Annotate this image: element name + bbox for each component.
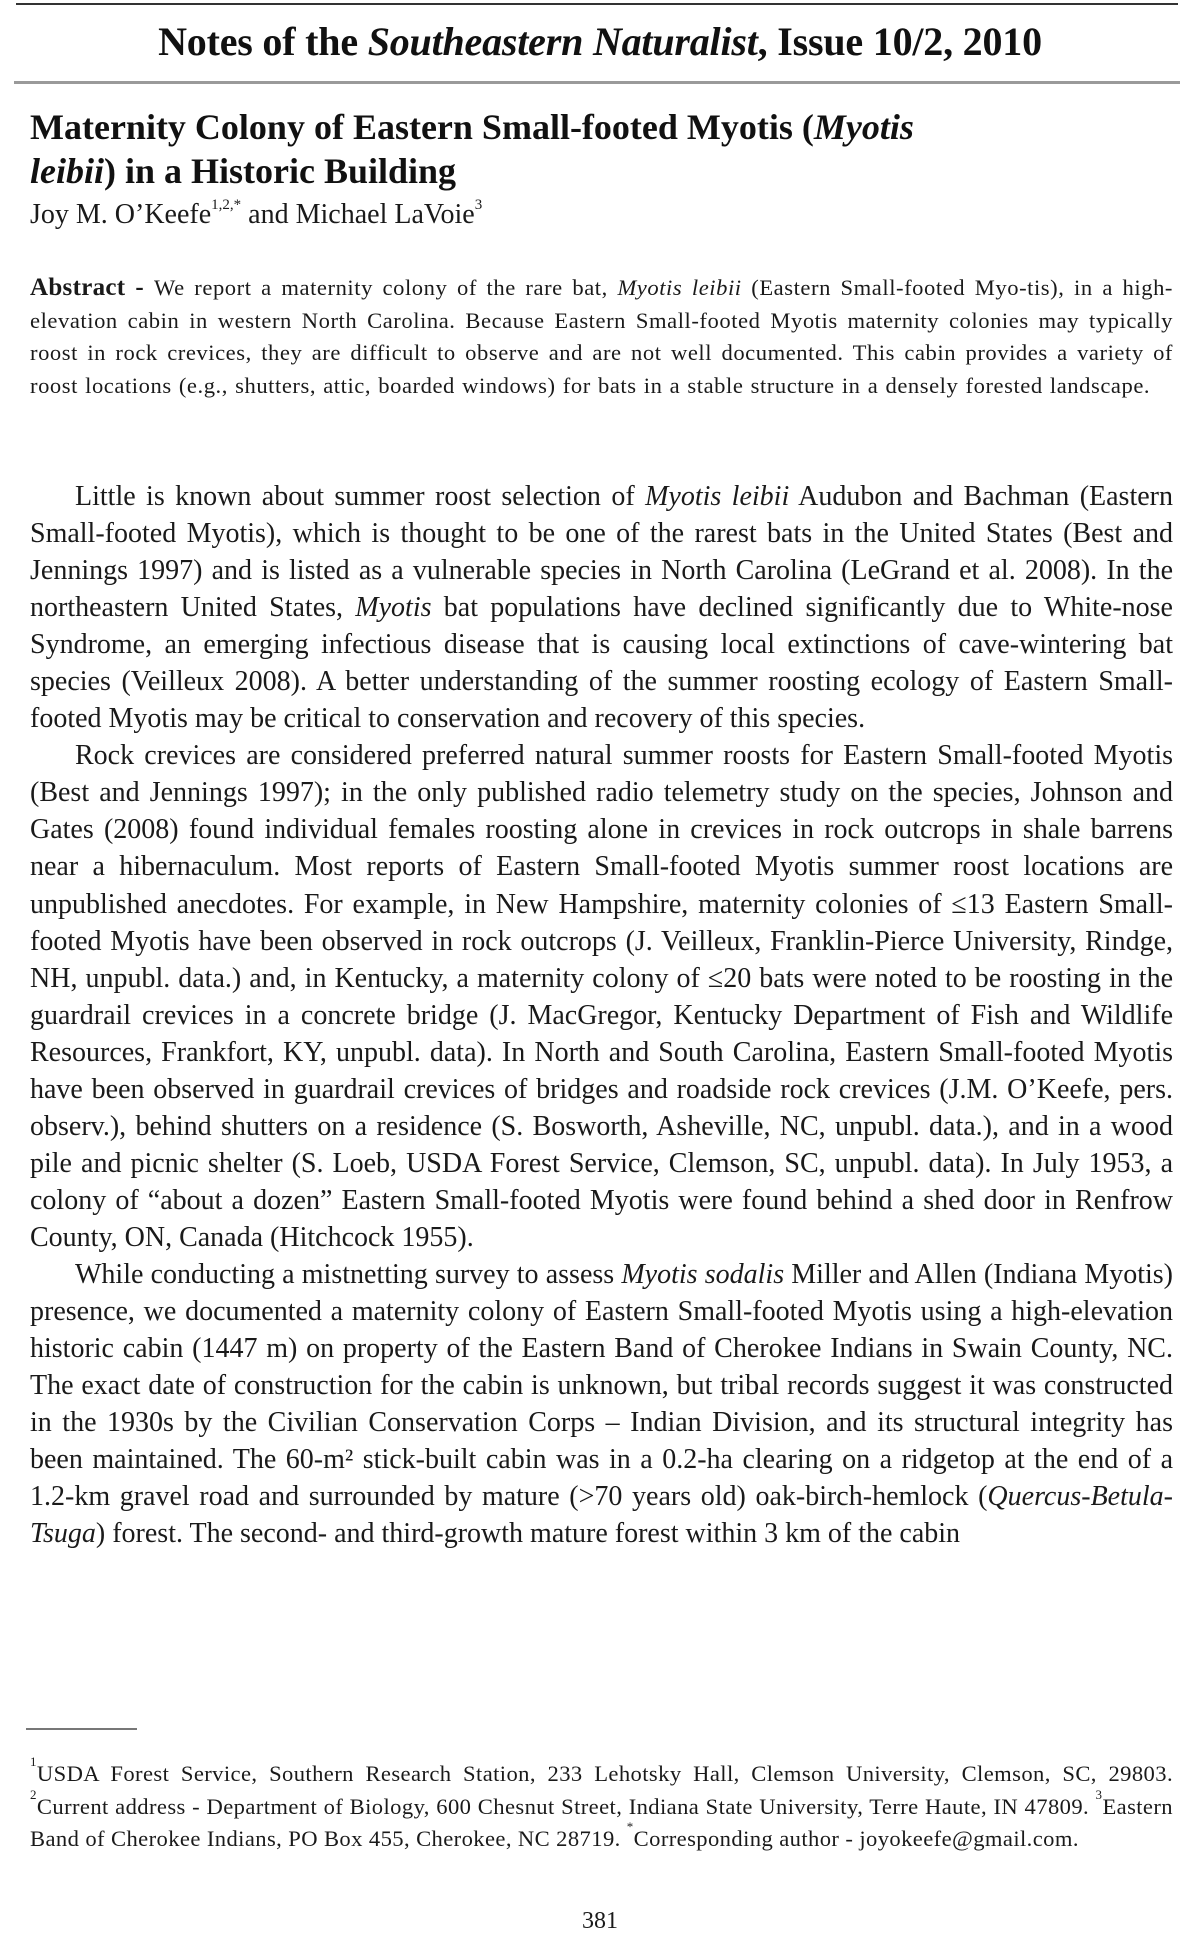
species-name: Myotis sodalis (621, 1258, 785, 1290)
title-text-2: ) in a Historic Building (104, 151, 457, 191)
paragraph-text: bat populations have declined significantly due to White-nose Syndrome, an emerging infectious disease that is causing local extinctions of cave-wintering bat species (Veilleux 2008). A better understanding of the summer roosting ecology of Eastern Small-footed Myotis may be critical to conservation and recovery of this species. (30, 592, 1173, 735)
paragraph-text: Audubon and Bachman (Eastern Small-footed Myotis), which is thought to be one of the rarest bats in the United States (Best and Jennings 1997) and is listed as a vulnerable species in North Carolina (LeGrand et al. 2008). In the northeastern United States, (30, 481, 1173, 624)
footnote-rule (26, 1728, 137, 1730)
top-rule (16, 3, 1178, 5)
body-paragraph (30, 1256, 1173, 1552)
paragraph-text: Rock crevices are considered preferred natural summer roosts for Eastern Small-footed Myotis (Best and Jennings 1997); in the only published radio telemetry study on the species, Johnson and Gates (2008) found individual females roosting alone in crevices in rock outcrops in shale barrens near a hibernaculum. Most reports of Eastern Small-footed Myotis summer roost locations are unpublished anecdotes. For example, in New Hampshire, maternity colonies of ≤13 Eastern Small-footed Myotis have been observed in rock outcrops (J. Veilleux, Franklin-Pierce University, Rindge, NH, unpubl. data.) and, in Kentucky, a maternity colony of ≤20 bats were noted to be roosting in the guardrail crevices in a concrete bridge (J. MacGregor, Kentucky Department of Fish and Wildlife Resources, Frankfort, KY, unpubl. data). In North and South Carolina, Eastern Small-footed Myotis have been observed in guardrail crevices of bridges and roadside rock crevices (J.M. O’Keefe, pers. observ.), behind shutters on a residence (S. Bosworth, Asheville, NC, unpubl. data.), and in a wood pile and picnic shelter (S. Loeb, USDA Forest Service, Clemson, SC, unpubl. data). In July 1953, a colony of “about a dozen” Eastern Small-footed Myotis were found behind a shed door in Renfrow County, ON, Canada (Hitchcock 1955). (30, 740, 1173, 1253)
species-name: Myotis leibii (645, 481, 790, 512)
footnote-text: Corresponding author - joyokeefe@gmail.com. (633, 1826, 1079, 1852)
paragraph-text: ) forest. The second- and third-growth mature forest within 3 km of the cabin (95, 1518, 961, 1550)
body-paragraph (30, 478, 1173, 737)
footnote-text: Eastern Band of Cherokee Indians, PO Box 455, Cherokee, NC 28719. (30, 1793, 1173, 1852)
paragraph-text: While conducting a mistnetting survey to assess (75, 1258, 622, 1290)
header-rule (14, 81, 1180, 84)
forest-genera: Quercus-Betula-Tsuga (30, 1481, 1173, 1550)
abstract-text: We report a maternity colony of the rare bat, (154, 275, 618, 300)
journal-header (0, 16, 1200, 68)
paragraph-text: Miller and Allen (Indiana Myotis) presence, we documented a maternity colony of Eastern Small-footed Myotis using a high-elevation historic cabin (1447 m) on property of the Eastern Band of Cherokee Indians in Swain County, NC. The exact date of construction for the cabin is unknown, but tribal records suggest it was constructed in the 1930s by the Civilian Conservation Corps – Indian Division, and its structural integrity has been maintained. The 60-m² stick-built cabin was in a 0.2-ha clearing on a ridgetop at the end of a 1.2-km gravel road and surrounded by mature (>70 years old) oak-birch-hemlock ( (30, 1258, 1174, 1513)
footnote-mark: 1 (30, 1754, 37, 1769)
footnote-text: USDA Forest Service, Southern Research Station, 233 Lehotsky Hall, Clemson University, Clemson, SC, 29803. (36, 1761, 1173, 1786)
author-line (30, 198, 1170, 232)
body-paragraph (30, 737, 1173, 1256)
abstract-label: Abstract - (30, 274, 155, 301)
genus-name: Myotis (355, 592, 432, 624)
journal-issue: , Issue 10/2, 2010 (757, 19, 1042, 64)
title-genus: Myotis (813, 107, 914, 147)
body-text (30, 478, 1173, 1552)
journal-name: Southeastern Naturalist (367, 19, 758, 64)
footnote-mark: * (626, 1819, 634, 1835)
article-title (30, 105, 1170, 193)
abstract (30, 272, 1173, 402)
footnote-mark: 2 (30, 1786, 37, 1802)
abstract-text: (Eastern Small-footed Myo-tis), in a high-elevation cabin in western North Carolina. Because Eastern Small-footed Myotis maternity colonies may typically roost in rock crevices, they are difficult to observe and are not well documented. This cabin provides a variety of roost locations (e.g., shutters, attic, boarded windows) for bats in a stable structure in a densely forested landscape. (30, 275, 1174, 398)
author-name: Michael LaVoie (295, 199, 475, 230)
author-affiliation-mark: 1,2,* (211, 197, 242, 213)
footnote-text: Current address - Department of Biology, 600 Chesnut Street, Indiana State University, Terre Haute, IN 47809. (36, 1793, 1096, 1819)
paragraph-text: Little is known about summer roost selection of (75, 481, 646, 512)
title-species: leibii (30, 151, 104, 191)
author-name: Joy M. O’Keefe (30, 199, 212, 230)
footnote-mark: 3 (1095, 1786, 1103, 1802)
journal-header-prefix: Notes of the (158, 19, 368, 64)
page-number: 381 (582, 1908, 618, 1934)
abstract-species-name: Myotis leibii (617, 275, 742, 300)
title-text-1: Maternity Colony of Eastern Small-footed Myotis ( (30, 107, 814, 147)
author-affiliation-mark: 3 (474, 197, 483, 213)
author-joiner: and (241, 199, 296, 230)
footnotes (30, 1754, 1173, 1856)
